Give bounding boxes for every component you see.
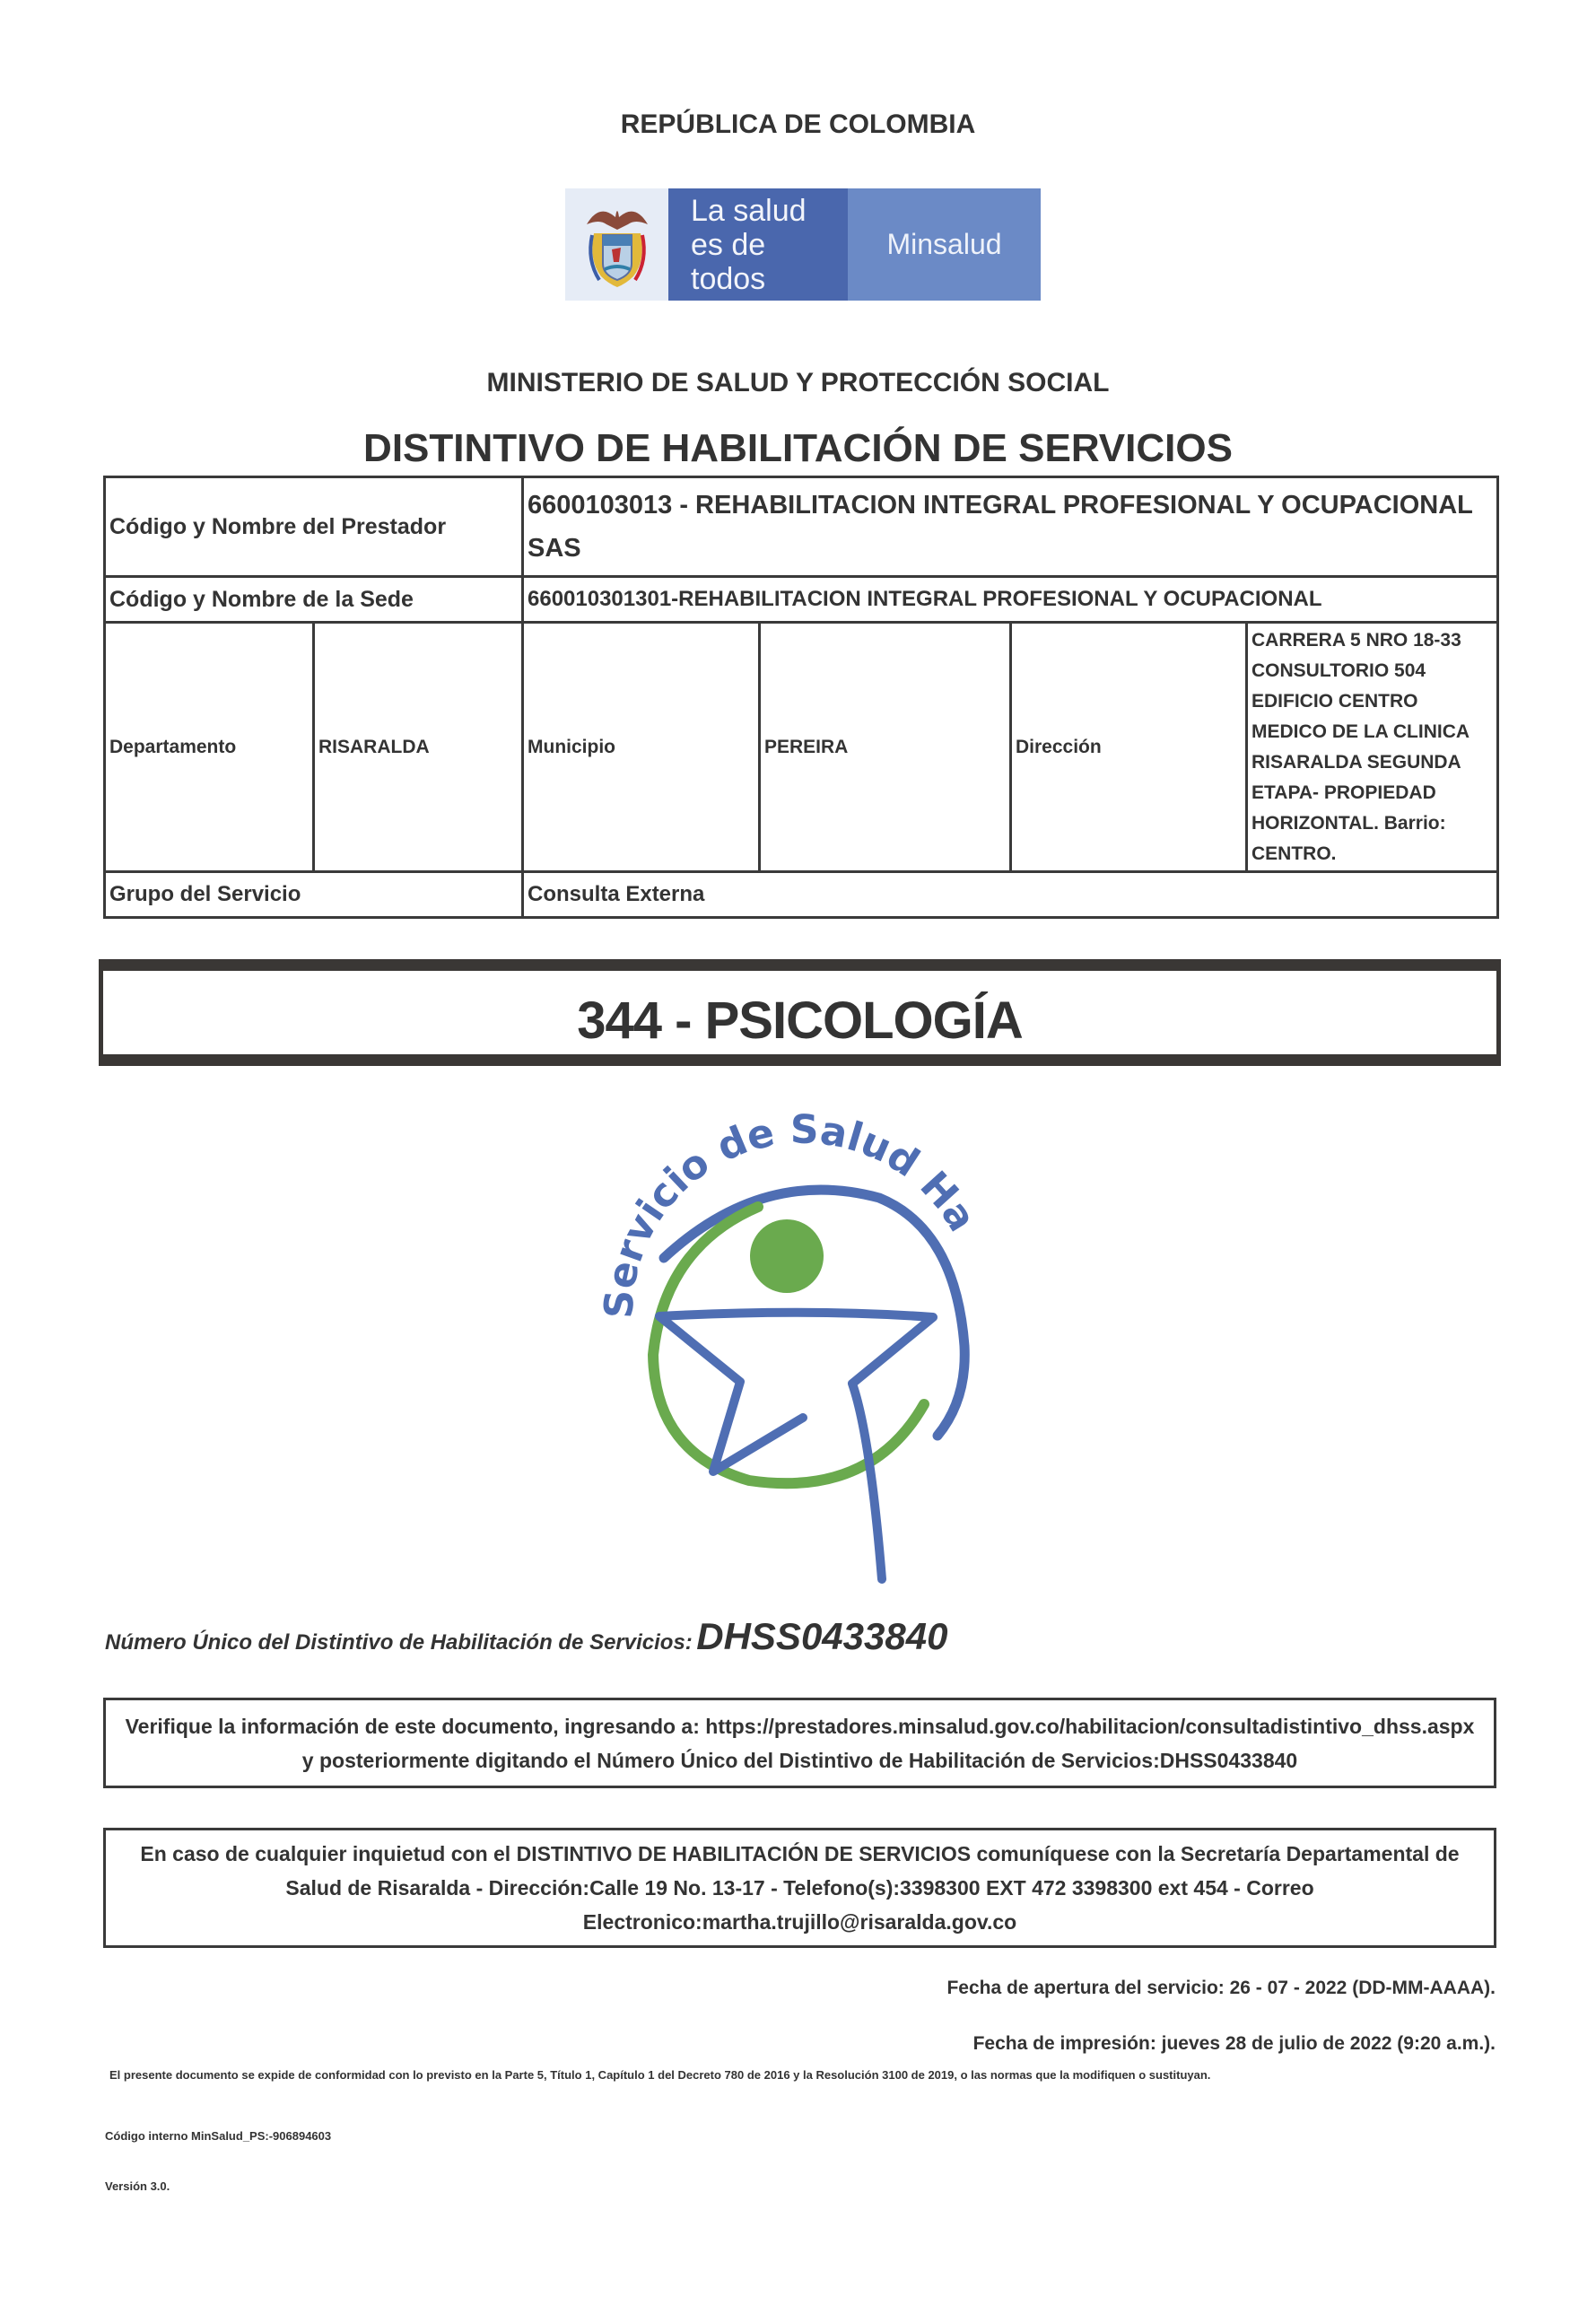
sede-label: Código y Nombre de la Sede (105, 577, 523, 623)
prestador-label: Código y Nombre del Prestador (105, 477, 523, 577)
provider-info-table (103, 476, 1499, 919)
dhss-label: Número Único del Distintivo de Habilitación de Servicios: (105, 1630, 693, 1655)
municipio-value: PEREIRA (760, 623, 1011, 872)
table-row-location (105, 623, 1498, 872)
ministry-heading: MINISTERIO DE SALUD Y PROTECCIÓN SOCIAL (486, 368, 1110, 397)
dhss-line (105, 1615, 947, 1658)
prestador-value: 6600103013 - REHABILITACION INTEGRAL PROFESIONAL Y OCUPACIONAL SAS (523, 477, 1498, 577)
document-title: DISTINTIVO DE HABILITACIÓN DE SERVICIOS (363, 426, 1233, 470)
logo-slogan (668, 188, 848, 301)
country-heading: REPÚBLICA DE COLOMBIA (620, 109, 976, 139)
departamento-label: Departamento (105, 623, 314, 872)
grupo-label: Grupo del Servicio (105, 872, 523, 918)
direccion-label: Dirección (1011, 623, 1247, 872)
contact-box (103, 1828, 1496, 1948)
municipio-label: Municipio (523, 623, 760, 872)
grupo-value: Consulta Externa (523, 872, 1498, 918)
verify-line2: y posteriormente digitando el Número Único del Distintivo de Habilitación de Servicios:DHSS0433840 (301, 1749, 1298, 1772)
table-row-sede (105, 577, 1498, 623)
service-name: 344 - PSICOLOGÍA (577, 991, 1023, 1050)
seal-text: Servicio de Salud Ha (596, 1113, 985, 1320)
habilitated-service-seal (583, 1113, 1014, 1597)
coat-of-arms-icon (565, 188, 668, 301)
verify-box (103, 1698, 1496, 1788)
table-row-grupo (105, 872, 1498, 918)
direccion-value: CARRERA 5 NRO 18-33 CONSULTORIO 504 EDIFICIO CENTRO MEDICO DE LA CLINICA RISARALDA SEGUNDA ETAPA- PROPIEDAD HORIZONTAL. Barrio: CENTRO. (1247, 623, 1498, 872)
logo-slogan-line1: La salud (691, 193, 807, 228)
internal-code: Código interno MinSalud_PS:-906894603 (105, 2129, 332, 2143)
minsalud-logo (565, 188, 1041, 301)
service-opening-date: Fecha de apertura del servicio: 26 - 07 - 2022 (DD-MM-AAAA). (946, 1978, 1496, 1998)
legal-note: El presente documento se expide de conformidad con lo previsto en la Parte 5, Título 1, Capítulo 1 del Decreto 780 de 2016 y la Resolución 3100 de 2019, o las normas que la modifiquen o sustituyan. (109, 2068, 1211, 2082)
contact-text: En caso de cualquier inquietud con el DISTINTIVO DE HABILITACIÓN DE SERVICIOS comuníquese con la Secretaría Departamental de Salud de Risaralda - Dirección:Calle 19 No. 13-17 - Telefono(s):3398300 EXT 472 3398300 ext 454 - Correo Electronico:martha.trujillo@risaralda.gov.co (140, 1842, 1460, 1934)
verify-line1: Verifique la información de este documento, ingresando a: https://prestadores.minsalud.gov.co/habilitacion/consultadistintivo_dhss.aspx (125, 1715, 1475, 1738)
seal-icon (583, 1113, 1014, 1597)
logo-slogan-line2: es de todos (691, 227, 766, 296)
table-row-prestador (105, 477, 1498, 577)
figure-left-body (659, 1316, 803, 1472)
logo-brand: Minsalud (848, 188, 1041, 301)
service-box (99, 959, 1501, 1066)
print-date: Fecha de impresión: jueves 28 de julio de 2022 (9:20 a.m.). (972, 2033, 1496, 2054)
sede-value: 660010301301-REHABILITACION INTEGRAL PROFESIONAL Y OCUPACIONAL (523, 577, 1498, 623)
figure-head (750, 1219, 824, 1293)
dhss-number: DHSS0433840 (696, 1615, 948, 1657)
version-label: Versión 3.0. (105, 2179, 170, 2193)
departamento-value: RISARALDA (314, 623, 523, 872)
